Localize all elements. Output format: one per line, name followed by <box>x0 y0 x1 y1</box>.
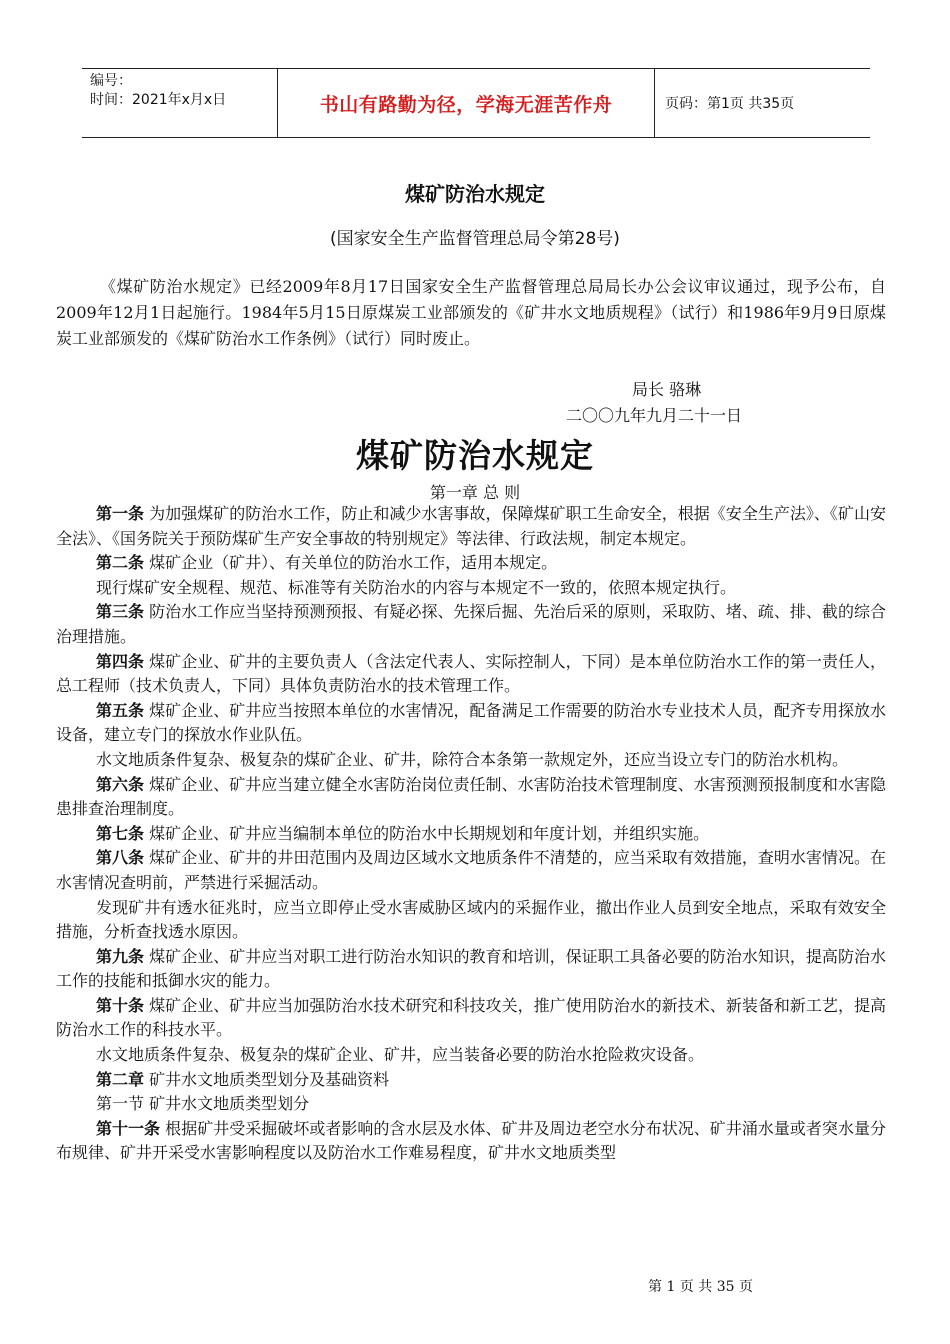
article-label: 第十条 <box>96 995 145 1015</box>
article-text: 煤矿企业、矿井应当建立健全水害防治岗位责任制、水害防治技术管理制度、水害预测预报制度和水害隐患排查治理制度。 <box>56 774 886 819</box>
body-text <box>56 502 886 1166</box>
article-label: 第四条 <box>96 651 145 671</box>
doc-title: 煤矿防治水规定 <box>405 182 545 206</box>
article-paragraph <box>56 576 886 601</box>
signature-date: 二〇〇九年九月二十一日 <box>566 406 743 425</box>
article-paragraph <box>56 1117 886 1166</box>
intro-paragraph: 《煤矿防治水规定》已经2009年8月17日国家安全生产监督管理总局局长办公会议审议通过，现予公布，自2009年12月1日起施行。1984年5月15日原煤炭工业部颁发的《矿井水文地质规程》（试行）和1986年9月9日原煤炭工业部颁发的《煤矿防治水工作条例》（试行）同时废止。 <box>56 277 886 348</box>
main-title: 煤矿防治水规定 <box>356 436 594 475</box>
article-text: 根据矿井受采掘破坏或者影响的含水层及水体、矿井及周边老空水分布状况、矿井涌水量或者突水量分布规律、矿井开采受水害影响程度以及防治水工作难易程度，矿井水文地质类型 <box>56 1118 886 1163</box>
article-paragraph <box>56 945 886 994</box>
article-paragraph <box>56 650 886 699</box>
article-paragraph <box>56 994 886 1043</box>
doc-subtitle: (国家安全生产监督管理总局令第28号) <box>330 229 620 249</box>
article-text: 发现矿井有透水征兆时，应当立即停止受水害威胁区域内的采掘作业，撤出作业人员到安全地点，采取有效安全措施，分析查找透水原因。 <box>56 897 886 942</box>
article-paragraph <box>56 773 886 822</box>
article-text: 水文地质条件复杂、极复杂的煤矿企业、矿井，除符合本条第一款规定外，还应当设立专门的防治水机构。 <box>96 749 849 769</box>
article-label: 第五条 <box>96 700 145 720</box>
page-footer: 第 1 页 共 35 页 <box>648 1279 753 1295</box>
article-text: 防治水工作应当坚持预测预报、有疑必探、先探后掘、先治后采的原则，采取防、堵、疏、排、截的综合治理措施。 <box>56 602 886 646</box>
article-label: 第九条 <box>96 946 145 966</box>
article-label: 第三条 <box>96 602 145 622</box>
article-label: 第十一条 <box>96 1118 161 1138</box>
time-label: 时间：2021年x月x日 <box>90 92 227 108</box>
motto: 书山有路勤为径，学海无涯苦作舟 <box>278 69 655 137</box>
article-text: 现行煤矿安全规程、规范、标准等有关防治水的内容与本规定不一致的，依照本规定执行。 <box>96 577 737 597</box>
article-label: 第六条 <box>96 774 145 794</box>
article-text: 煤矿企业、矿井的井田范围内及周边区域水文地质条件不清楚的，应当采取有效措施，查明水害情况。在水害情况查明前，严禁进行采掘活动。 <box>56 848 886 892</box>
article-text: 水文地质条件复杂、极复杂的煤矿企业、矿井，应当装备必要的防治水抢险救灾设备。 <box>96 1045 705 1065</box>
intro <box>56 274 886 352</box>
header-left-cell <box>82 69 278 137</box>
chapter-title: 第一章 总 则 <box>429 483 521 502</box>
article-paragraph <box>56 748 886 773</box>
article-label: 第八条 <box>96 848 145 868</box>
article-paragraph <box>56 1043 886 1068</box>
article-text: 煤矿企业（矿井）、有关单位的防治水工作，适用本规定。 <box>144 553 558 573</box>
article-text: 煤矿企业、矿井的主要负责人（含法定代表人、实际控制人，下同）是本单位防治水工作的第一责任人，总工程师（技术负责人，下同）具体负责防治水的技术管理工作。 <box>56 651 886 696</box>
article-paragraph <box>56 846 886 895</box>
article-paragraph <box>56 699 886 748</box>
article-paragraph <box>56 502 886 551</box>
article-text: 煤矿企业、矿井应当按照本单位的水害情况，配备满足工作需要的防治水专业技术人员，配齐专用探放水设备，建立专门的探放水作业队伍。 <box>56 700 886 745</box>
article-paragraph <box>56 822 886 847</box>
article-text: 煤矿企业、矿井应当对职工进行防治水知识的教育和培训，保证职工具备必要的防治水知识，提高防治水工作的技能和抵御水灾的能力。 <box>56 946 886 991</box>
article-text: 矿井水文地质类型划分及基础资料 <box>144 1069 390 1089</box>
article-label: 第二章 <box>96 1069 145 1089</box>
article-label: 第二条 <box>96 553 145 573</box>
article-label: 第一条 <box>96 504 145 523</box>
article-paragraph <box>56 1068 886 1093</box>
article-text: 第一节 矿井水文地质类型划分 <box>96 1094 310 1114</box>
header-table <box>82 68 870 138</box>
article-text: 煤矿企业、矿井应当加强防治水技术研究和科技攻关，推广使用防治水的新技术、新装备和新工艺，提高防治水工作的科技水平。 <box>56 995 886 1040</box>
article-paragraph <box>56 600 886 649</box>
article-paragraph <box>56 896 886 945</box>
article-text: 煤矿企业、矿井应当编制本单位的防治水中长期规划和年度计划，并组织实施。 <box>144 823 710 843</box>
article-text: 为加强煤矿的防治水工作，防止和减少水害事故，保障煤矿职工生命安全，根据《安全生产法》、《矿山安全法》、《国务院关于预防煤矿生产安全事故的特别规定》等法律、行政法规，制定本规定。 <box>56 504 886 548</box>
article-label: 第七条 <box>96 823 145 843</box>
signature-name: 局长 骆琳 <box>632 380 702 399</box>
page-info: 页码：第1页 共35页 <box>665 96 795 112</box>
article-paragraph <box>56 551 886 576</box>
number-label: 编号： <box>90 73 132 89</box>
article-paragraph <box>56 1092 886 1117</box>
